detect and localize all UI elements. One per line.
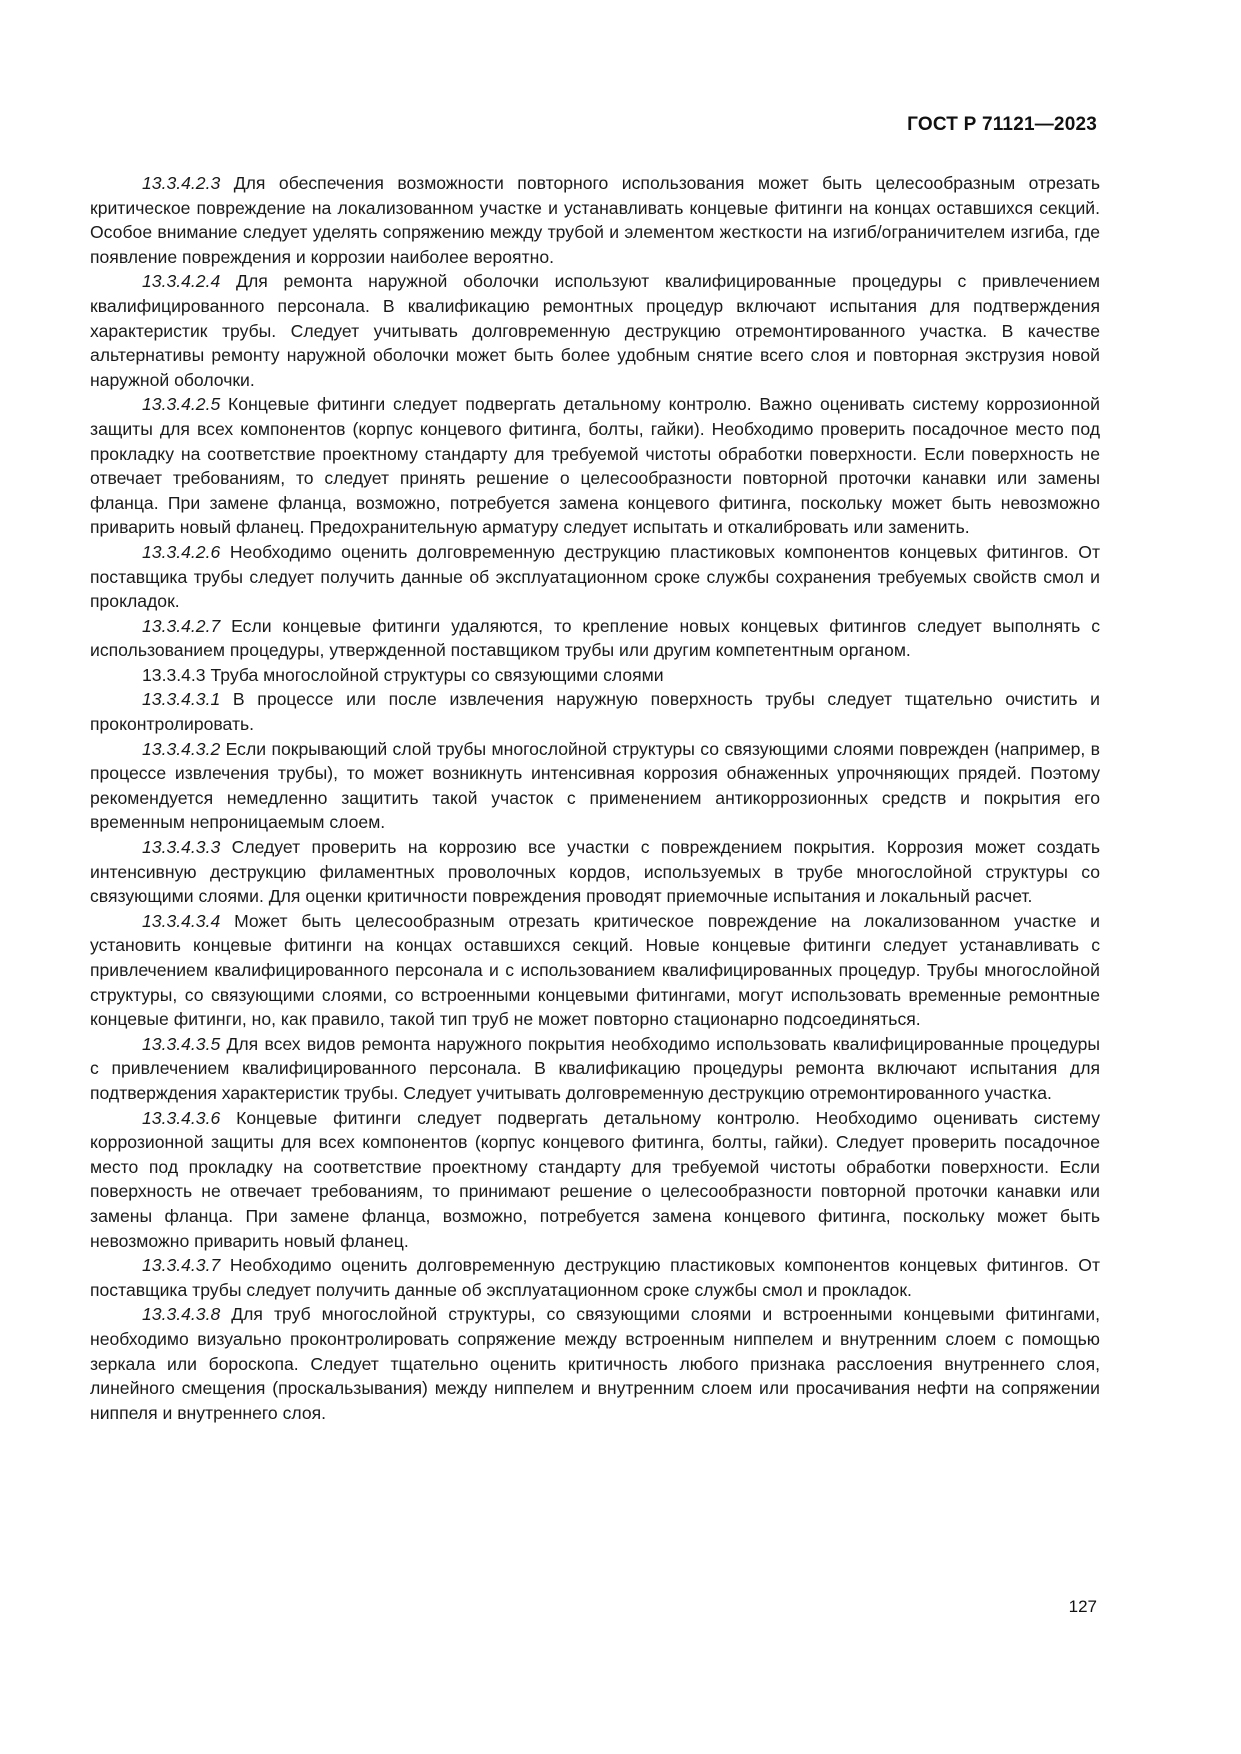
paragraph-13-3-4-3-3 [90, 835, 1100, 909]
paragraph-text: Для обеспечения возможности повторного использования может быть целесообразным отрезать критическое повреждение на локализованном участке и устанавливать концевые фитинги на концах оставшихся секций. Особое внимание следует уделять сопряжению между трубой и элементом жесткости на изгиб/ограничителем изгиба, где появление повреждения и коррозии наиболее вероятно. [90, 173, 1100, 267]
paragraph-text: Концевые фитинги следует подвергать детальному контролю. Важно оценивать систему коррозионной защиты для всех компонентов (корпус концевого фитинга, болты, гайки). Необходимо проверить посадочное место под прокладку на соответствие проектному стандарту для требуемой чистоты обработки поверхности. Если поверхность не отвечает требованиям, то следует принять решение о целесообразности повторной проточки канавки или замены фланца. При замене фланца, возможно, потребуется замена концевого фитинга, поскольку может быть невозможно приварить новый фланец. Предохранительную арматуру следует испытать и откалибровать или заменить. [90, 394, 1100, 538]
clause-number: 13.3.4.3.4 [142, 910, 221, 931]
clause-number: 13.3.4.3.6 [142, 1107, 221, 1128]
clause-number: 13.3.4.2.3 [142, 173, 221, 193]
paragraph-text: Для всех видов ремонта наружного покрытия необходимо использовать квалифицированные процедуры с привлечением квалифицированного персонала. В квалификацию процедуры ремонта включают испытания для подтверждения характеристик трубы. Следует учитывать долговременную деструкцию отремонтированного участка. [90, 1033, 1100, 1103]
paragraph-13-3-4-3-7 [90, 1253, 1100, 1302]
clause-number: 13.3.4.3.8 [142, 1304, 221, 1325]
clause-number: 13.3.4.2.5 [142, 394, 221, 415]
paragraph-13-3-4-3-4 [90, 909, 1100, 1032]
paragraph-13-3-4-2-6 [90, 540, 1100, 614]
paragraph-text: Для труб многослойной структуры, со связующими слоями и встроенными концевыми фитингами, необходимо визуально проконтролировать сопряжение между встроенным ниппелем и внутренним слоем с помощью зеркала или бороскопа. Следует тщательно оценить критичность любого признака расслоения внутреннего слоя, линейного смещения (проскальзывания) между ниппелем и внутренним слоем или просачивания нефти на сопряжении ниппеля и внутреннего слоя. [90, 1304, 1100, 1423]
paragraph-13-3-4-2-5 [90, 392, 1100, 540]
paragraph-text: Необходимо оценить долговременную деструкцию пластиковых компонентов концевых фитингов. От поставщика трубы следует получить данные об эксплуатационном сроке службы сохранения требуемых свойств смол и прокладок. [90, 541, 1100, 612]
paragraph-13-3-4-2-4 [90, 269, 1100, 392]
clause-number: 13.3.4.3.5 [142, 1033, 221, 1054]
page-number: 127 [1068, 1597, 1097, 1616]
clause-number: 13.3.4.2.6 [142, 541, 221, 562]
paragraph-13-3-4-3-8 [90, 1302, 1100, 1425]
clause-number: 13.3.4.3.2 [142, 738, 221, 759]
paragraph-13-3-4-3-5 [90, 1032, 1100, 1106]
paragraph-text: Для ремонта наружной оболочки используют квалифицированные процедуры с привлечением квалифицированного персонала. В квалификацию ремонтных процедур включают испытания для подтверждения характеристик трубы. Следует учитывать долговременную деструкцию отремонтированного участка. В качестве альтернативы ремонту наружной оболочки может быть более удобным снятие всего слоя и повторная экструзия новой наружной оболочки. [90, 271, 1100, 390]
paragraph-text: Следует проверить на коррозию все участки с повреждением покрытия. Коррозия может создать интенсивную деструкцию филаментных проволочных кордов, используемых в трубе многослойной структуры со связующими слоями. Для оценки критичности повреждения проводят приемочные испытания и локальный расчет. [90, 837, 1100, 907]
document-body [90, 171, 1100, 1425]
paragraph-13-3-4-2-7 [90, 614, 1100, 663]
paragraph-text: В процессе или после извлечения наружную поверхность трубы следует тщательно очистить и проконтролировать. [90, 689, 1100, 735]
paragraph-13-3-4-3-2 [90, 737, 1100, 835]
paragraph-13-3-4-3-6 [90, 1106, 1100, 1254]
paragraph-13-3-4-2-3 [90, 171, 1100, 269]
paragraph-text: Может быть целесообразным отрезать критическое повреждение на локализованном участке и установить концевые фитинги на концах оставшихся секций. Новые концевые фитинги следует устанавливать с привлечением квалифицированного персонала и с использованием квалифицированных процедур. Трубы многослойной структуры, со связующими слоями, со встроенными концевыми фитингами, могут использовать временные ремонтные концевые фитинги, но, как правило, такой тип труб не может повторно стационарно подсоединяться. [90, 910, 1100, 1030]
clause-number: 13.3.4.3.1 [142, 689, 221, 710]
clause-number: 13.3.4.2.4 [142, 271, 221, 292]
paragraph-text: Концевые фитинги следует подвергать детальному контролю. Необходимо оценивать систему коррозионной защиты для всех компонентов (корпус концевого фитинга, болты, гайки). Следует проверить посадочное место под прокладку на соответствие проектному стандарту для требуемой чистоты обработки поверхности. Если поверхность не отвечает требованиям, то принимают решение о целесообразности повторной проточки канавки или замены фланца. При замене фланца, возможно, потребуется замена концевого фитинга, поскольку может быть невозможно приварить новый фланец. [90, 1107, 1100, 1251]
clause-number: 13.3.4.2.7 [142, 615, 221, 636]
section-heading-text: 13.3.4.3 Труба многослойной структуры со связующими слоями [142, 664, 664, 685]
section-heading-13-3-4-3 [90, 663, 1100, 688]
paragraph-13-3-4-3-1 [90, 687, 1100, 736]
paragraph-text: Необходимо оценить долговременную деструкцию пластиковых компонентов концевых фитингов. От поставщика трубы следует получить данные об эксплуатационном сроке службы смол и прокладок. [90, 1255, 1100, 1300]
document-code-header: ГОСТ Р 71121—2023 [907, 114, 1097, 135]
clause-number: 13.3.4.3.3 [142, 837, 221, 858]
clause-number: 13.3.4.3.7 [142, 1255, 221, 1276]
paragraph-text: Если концевые фитинги удаляются, то крепление новых концевых фитингов следует выполнять с использованием процедуры, утвержденной поставщиком трубы или другим компетентным органом. [90, 615, 1100, 661]
paragraph-text: Если покрывающий слой трубы многослойной структуры со связующими слоями поврежден (например, в процессе извлечения трубы), то может возникнуть интенсивная коррозия обнаженных упрочняющих прядей. Поэтому рекомендуется немедленно защитить такой участок с применением антикоррозионных средств и покрытия его временным непроницаемым слоем. [90, 738, 1100, 833]
